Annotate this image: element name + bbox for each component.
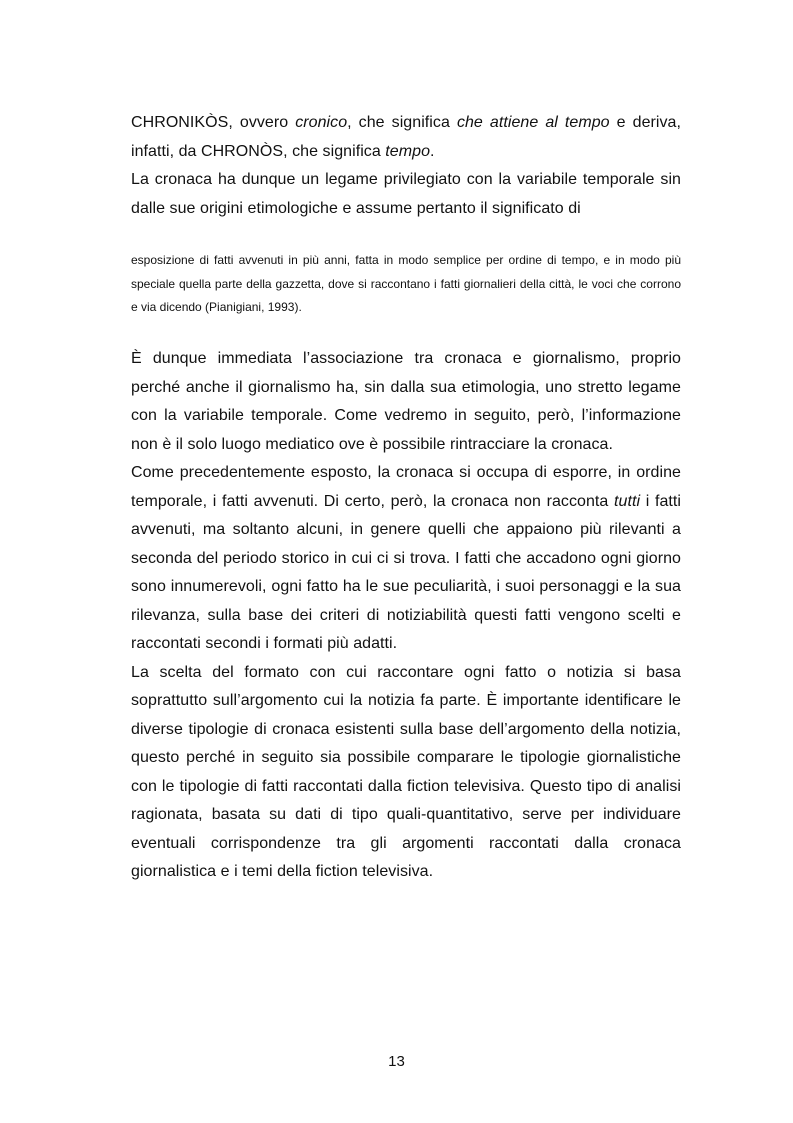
text-run: . <box>430 142 435 160</box>
intro-section <box>131 109 681 223</box>
body-paragraph-3: La scelta del formato con cui raccontare ogni fatto o notizia si basa soprattutto sull’argomento cui la notizia fa parte. È importante identificare le diverse tipologie di cronaca esistenti sulla base dell’argomento della notizia, questo perché in seguito sia possibile comparare le tipologie giornalistiche con le tipologie di fatti raccontati dalla fiction televisiva. Questo tipo di analisi ragionata, basata su dati di tipo quali-quantitativo, serve per individuare eventuali corrispondenze tra gli argomenti raccontati dalla cronaca giornalistica e i temi della fiction televisiva. <box>131 663 681 880</box>
block-quote <box>131 249 681 320</box>
text-run: i fatti avvenuti, ma soltanto alcuni, in genere quelli che appaiono più rilevanti a seconda del periodo storico in cui ci si trova. I fatti che accadono ogni giorno sono innumerevoli, ogni fatto ha le sue peculiarità, i suoi personaggi e la sua rilevanza, sulla base dei criteri di notiziabilità questi fatti vengono scelti e raccontati secondi i formati più adatti. <box>131 492 681 652</box>
italic-term: tutti <box>614 492 641 510</box>
quote-text: esposizione di fatti avvenuti in più anni, fatta in modo semplice per ordine di tempo, e in modo più speciale quella parte della gazzetta, dove si raccontano i fatti giornalieri della città, le voci che corrono e via dicendo (Pianigiani, 1993). <box>131 253 681 314</box>
text-run: e deriva, infatti, da CHRONÒS, che significa <box>131 114 681 160</box>
definition-lead-paragraph: La cronaca ha dunque un legame privilegiato con la variabile temporale sin dalle sue origini etimologiche e assume pertanto il significato di <box>131 171 681 217</box>
etymology-paragraph <box>131 109 681 166</box>
italic-term: tempo <box>385 142 431 160</box>
body-paragraph-1: È dunque immediata l’associazione tra cronaca e giornalismo, proprio perché anche il giornalismo ha, sin dalla sua etimologia, uno stretto legame con la variabile temporale. Come vedremo in seguito, però, l’informazione non è il solo luogo mediatico ove è possibile rintracciare la cronaca. <box>131 350 681 453</box>
text-run: , che significa <box>347 114 457 131</box>
page-number: 13 <box>388 1053 405 1070</box>
body-section <box>131 345 681 887</box>
text-run: Come precedentemente esposto, la cronaca si occupa di esporre, in ordine temporale, i fatti avvenuti. Di certo, però, la cronaca non racconta <box>131 464 681 510</box>
body-paragraph-2 <box>131 459 681 659</box>
italic-term: cronico <box>295 114 348 131</box>
text-run: CHRONIKÒS, ovvero <box>131 114 296 131</box>
italic-term: che attiene al tempo <box>456 114 610 131</box>
